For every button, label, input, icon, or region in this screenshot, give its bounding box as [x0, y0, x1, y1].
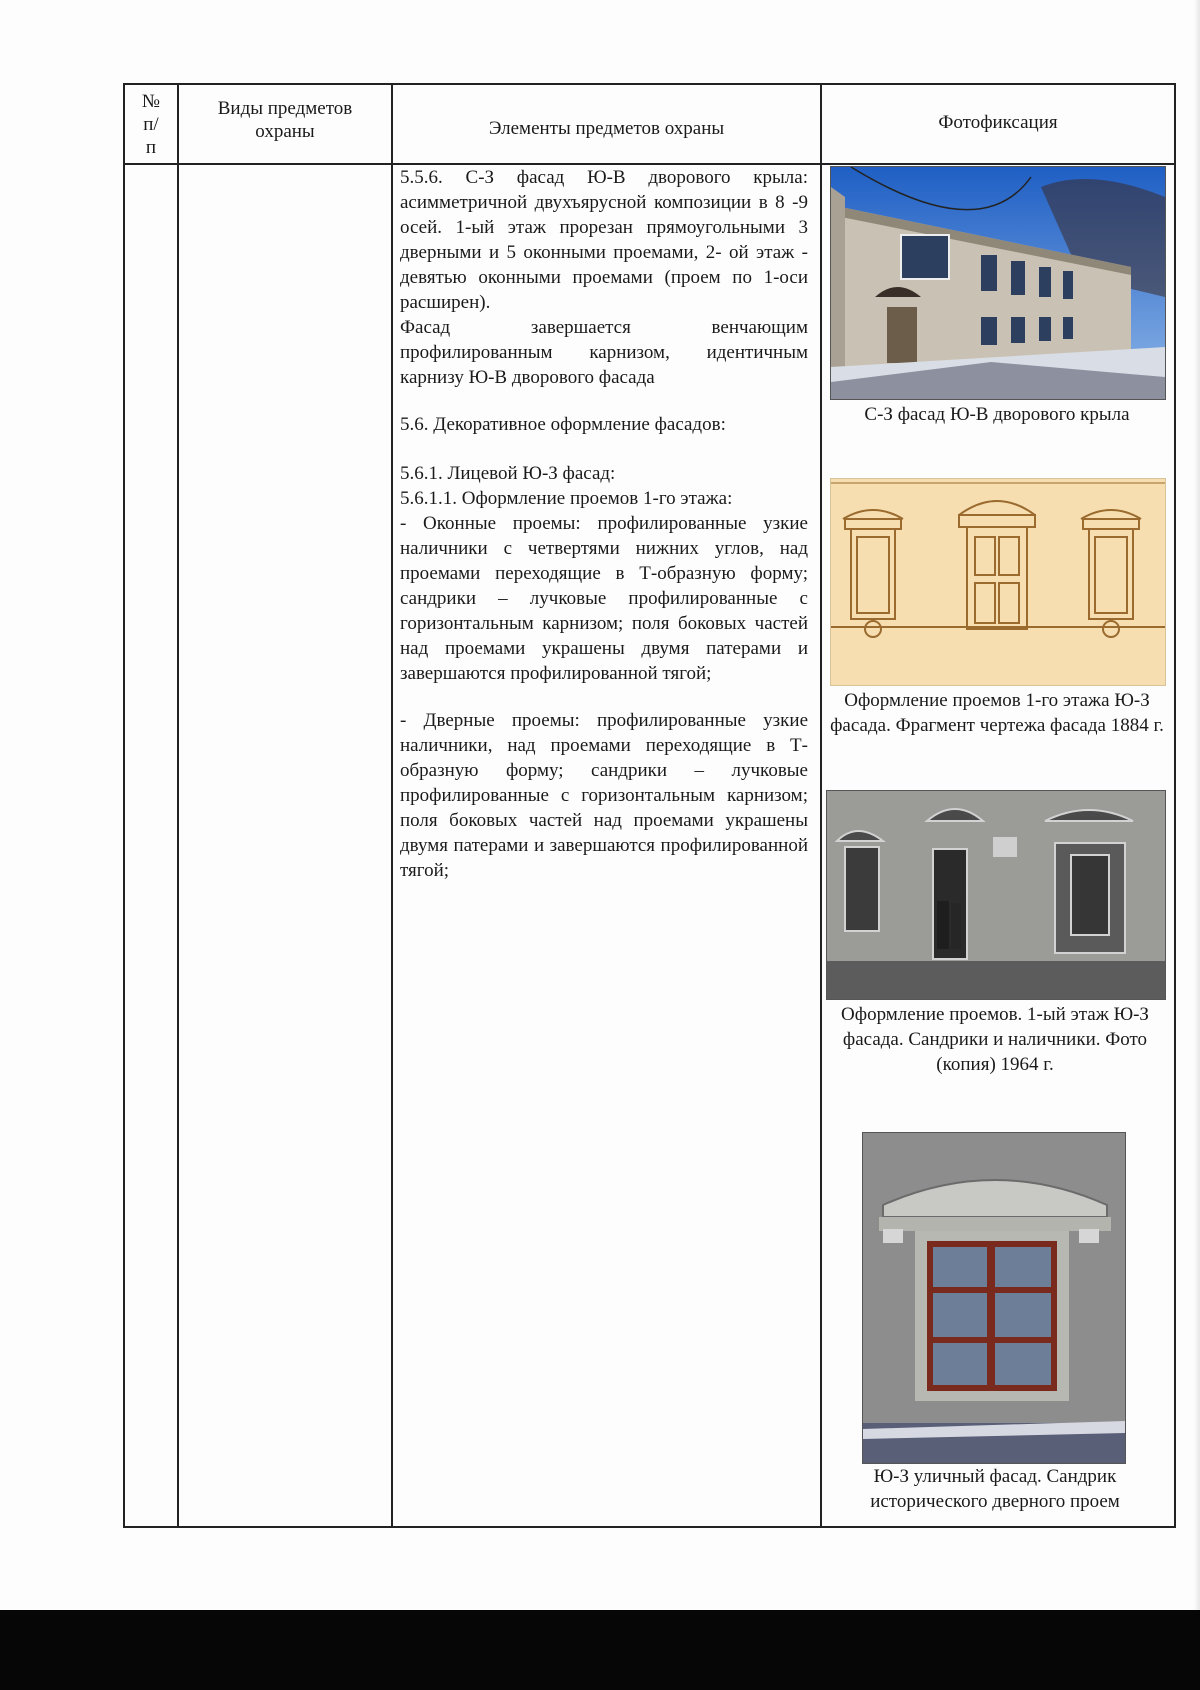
elements-text: [400, 165, 808, 883]
caption-drawing-1884: Оформление проемов 1-го этажа Ю-З фасада. Фрагмент чертежа фасада 1884 г.: [830, 690, 1164, 736]
paragraph-5-6: 5.6. Декоративное оформление фасадов:: [400, 414, 726, 435]
table-divider-3: [820, 83, 822, 1528]
photo-street-facade: [862, 1132, 1126, 1464]
header-type-label: Виды предметов охраны: [217, 98, 353, 142]
facade-drawing-image: [831, 479, 1165, 685]
header-number-label: № п/ п: [141, 90, 161, 158]
header-photo-label: Фотофиксация: [938, 111, 1058, 133]
paragraph-5-6-1-1: 5.6.1.1. Оформление проемов 1-го этажа:: [400, 488, 733, 509]
photo-drawing-1884: [830, 478, 1166, 686]
caption-1964: Оформление проемов. 1-ый этаж Ю-З фасада. Сандрики и наличники. Фото (копия) 1964 г.: [841, 1004, 1149, 1075]
header-photo: [822, 85, 1174, 159]
window-sandrik-image: [863, 1133, 1125, 1463]
caption-street-facade: Ю-З уличный фасад. Сандрик исторического дверного проем: [870, 1466, 1120, 1512]
paragraph-facade-cornice: Фасад завершается венчающим профилированным карнизом, идентичным карнизу Ю-В дворового фасада: [400, 317, 808, 388]
scan-bottom-band: [0, 1610, 1200, 1690]
header-elements: [393, 93, 820, 163]
table-divider-1: [177, 83, 179, 1528]
header-type: [179, 85, 391, 155]
table-divider-2: [391, 83, 393, 1528]
header-elements-label: Элементы предметов охраны: [488, 117, 725, 139]
table-border-bottom: [123, 1526, 1176, 1528]
paragraph-5-5-6: 5.5.6. С-З фасад Ю-В дворового крыла: асимметричной двухъярусной композиции в 8 -9 осей. 1-ый этаж прорезан прямоугольными 3 дверными и 5 оконными проемами, 2- ой этаж - девятью оконными проемами (проем по 1-оси расширен).: [400, 167, 808, 313]
table-border-left: [123, 83, 125, 1528]
courtyard-building-image: [831, 167, 1165, 399]
paragraph-5-6-1: 5.6.1. Лицевой Ю-З фасад:: [400, 463, 616, 484]
header-number: [125, 85, 177, 163]
caption-courtyard-wing: С-З фасад Ю-В дворового крыла: [864, 404, 1130, 425]
paragraph-window-openings: - Оконные проемы: профилированные узкие наличники с четвертями нижних углов, над проемами переходящие в Т-образную форму; сандрики – лучковые профилированные с горизонтальным карнизом; поля боковых частей над проемами украшены двумя патерами и завершаются профилированной тягой;: [400, 513, 808, 684]
historic-photo-image: [827, 791, 1165, 999]
table-border-right: [1174, 83, 1176, 1528]
paragraph-door-openings: - Дверные проемы: профилированные узкие наличники, над проемами переходящие в Т- образную форму; сандрики – лучковые профилированные с горизонтальным карнизом; поля боковых частей над проемами украшены двумя патерами и завершаются профилированной тягой;: [400, 710, 808, 881]
photo-1964: [826, 790, 1166, 1000]
photo-courtyard-wing: [830, 166, 1166, 400]
page-edge-shadow: [1194, 0, 1200, 1610]
